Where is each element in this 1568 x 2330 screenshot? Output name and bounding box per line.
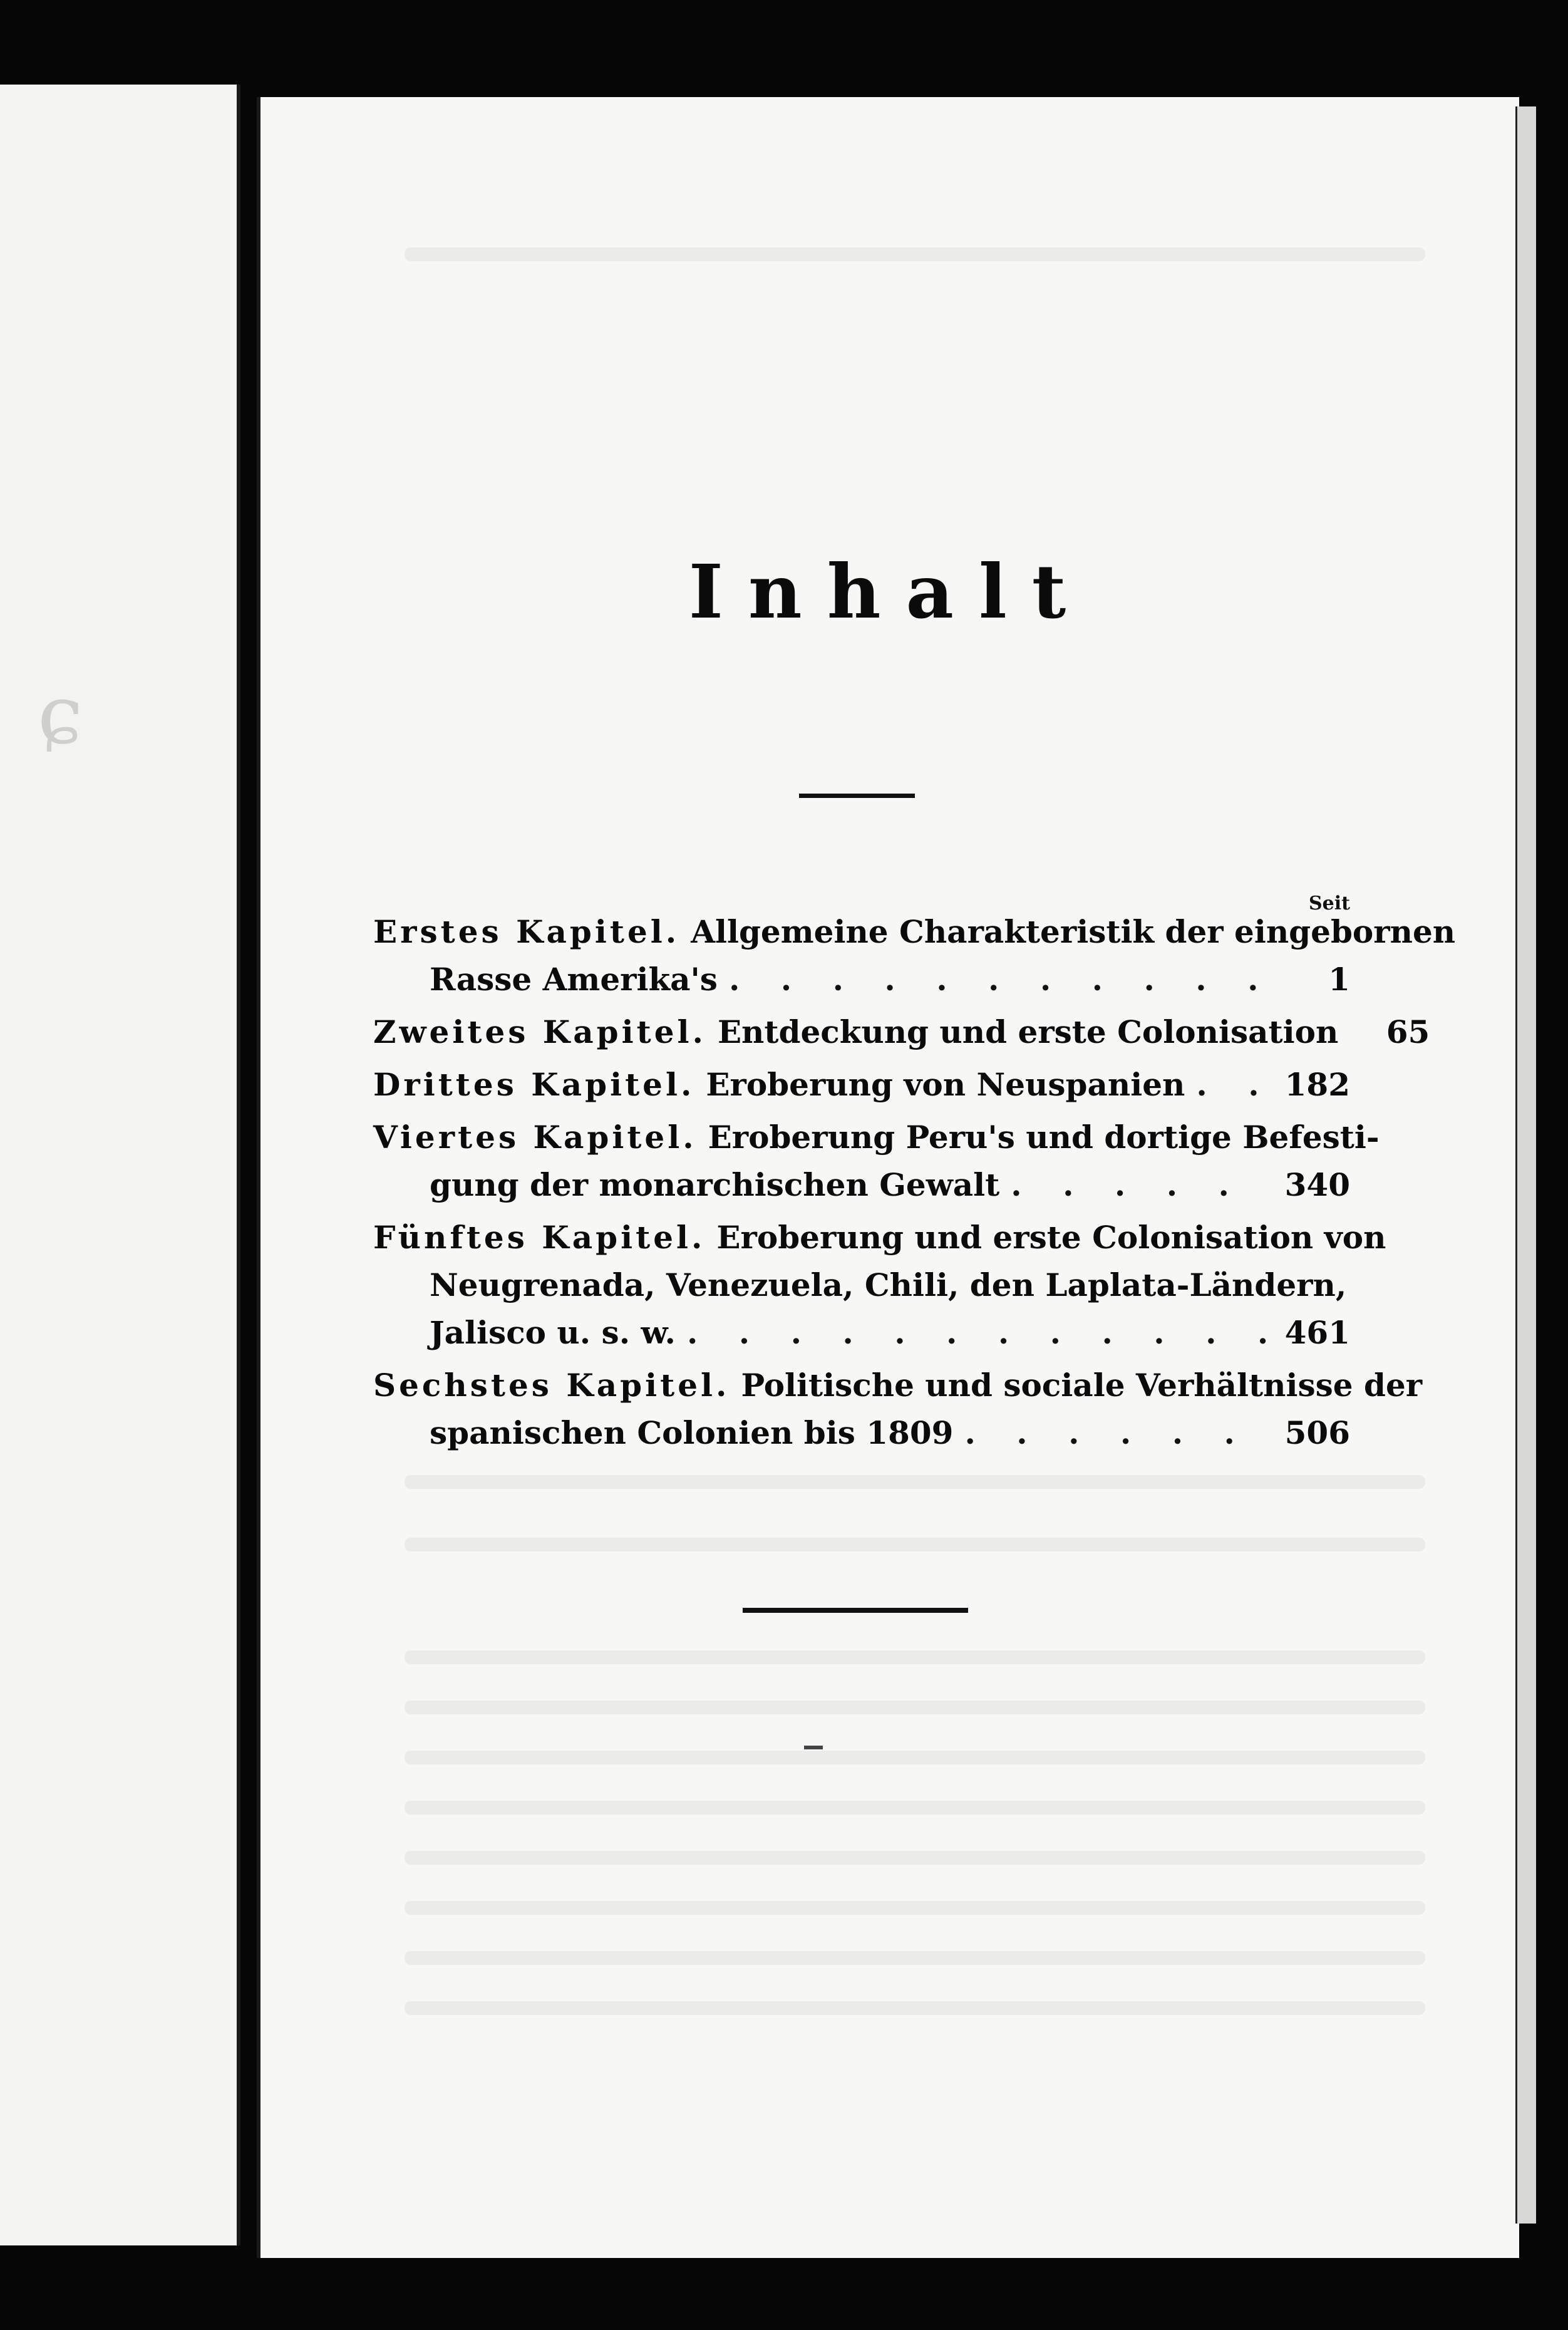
bleed-through-line [405,2001,1425,2015]
entry-text: Eroberung und erste Colonisation von [716,1219,1386,1256]
table-of-contents [373,908,1456,1462]
title-rule [799,794,915,798]
entry-text: spanischen Colonien bis 1809 [430,1414,954,1451]
left-page-edge [0,85,240,2245]
chapter-label: Zweites Kapitel. [373,1013,706,1050]
page-number: 65 [1386,1013,1430,1050]
entry-text: Neugrenada, Venezuela, Chili, den Laplata-Ländern, [430,1266,1347,1303]
bleed-through-line [405,1851,1425,1865]
page-number: 340 [1284,1166,1350,1203]
entry-text: Politische und sociale Verhältnisse der [741,1367,1423,1404]
leader-dots [729,956,1270,1003]
page-number: 1 [1328,961,1350,998]
bleed-through-line [405,1751,1425,1764]
page-number: 461 [1284,1314,1350,1351]
page-number: 506 [1284,1414,1350,1451]
page-column-header: Seit [1308,893,1350,914]
bleed-through-line [405,1901,1425,1915]
entry-text: Eroberung von Neuspanien [706,1066,1185,1103]
toc-entry [373,908,1456,1003]
leader-dots [1011,1161,1270,1209]
leader-dots [1196,1061,1270,1109]
page-edge-strip [1515,106,1536,2224]
chapter-label: Fünftes Kapitel. [373,1219,706,1256]
bleed-through-line [405,1801,1425,1815]
entry-text: Allgemeine Charakteristik der eingebornen [691,913,1456,950]
bleed-through-line [405,1538,1425,1551]
bleed-through-line [405,1701,1425,1714]
entry-text: Eroberung Peru's und dortige Befesti- [708,1119,1380,1156]
closing-rule [743,1608,968,1613]
leader-dots [964,1409,1270,1457]
bleed-through-mark: ɕ [38,667,83,762]
toc-entry [373,1008,1430,1056]
chapter-label: Erstes Kapitel. [373,913,680,950]
entry-text: Jalisco u. s. w. [430,1314,676,1351]
page-title: Inhalt [688,548,1091,635]
entry-text: Rasse Amerika's [430,961,718,998]
toc-entry [373,1061,1350,1109]
bleed-through-line [405,1650,1425,1664]
toc-entry [373,1114,1380,1209]
chapter-label: Drittes Kapitel. [373,1066,695,1103]
book-page [257,97,1519,2258]
page-number: 182 [1284,1066,1350,1103]
chapter-label: Viertes Kapitel. [373,1119,697,1156]
toc-entry [373,1214,1386,1357]
bleed-through-line [405,247,1425,261]
toc-entry [373,1362,1423,1457]
bleed-through-line [405,1951,1425,1965]
small-dash-mark [804,1746,823,1749]
leader-dots [687,1309,1270,1357]
bleed-through-line [405,1475,1425,1489]
entry-text: Entdeckung und erste Colonisation [717,1013,1339,1050]
entry-text: gung der monarchischen Gewalt [430,1166,1000,1203]
chapter-label: Sechstes Kapitel. [373,1367,730,1404]
